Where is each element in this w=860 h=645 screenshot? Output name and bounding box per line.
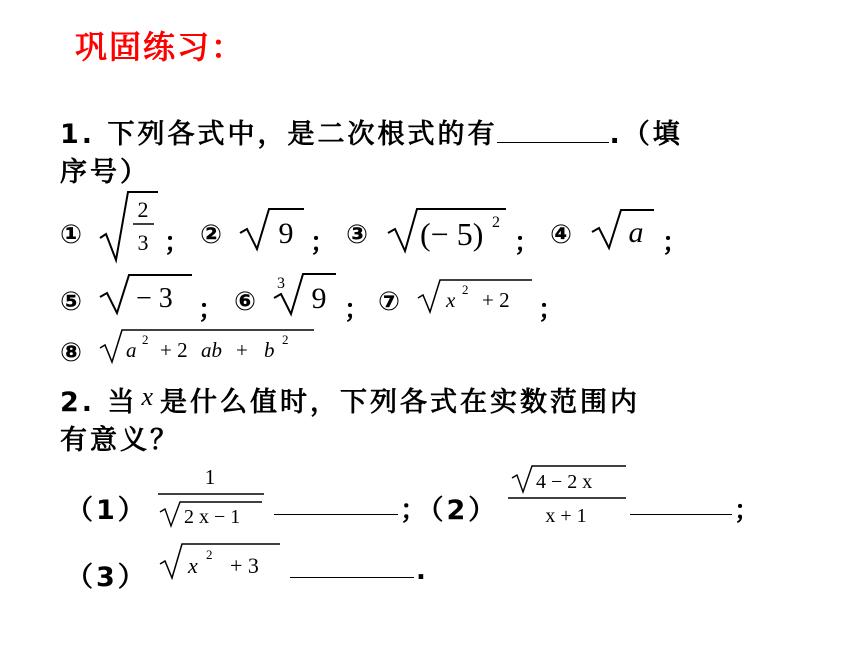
svg-text:3: 3 (277, 275, 285, 292)
marker-4: ④ (550, 220, 573, 250)
separator: ； (344, 295, 371, 325)
svg-text:2: 2 (282, 332, 289, 347)
svg-text:2 x − 1: 2 x − 1 (184, 506, 241, 528)
separator: ； (538, 295, 565, 325)
question-2-line-2: 有意义？ (60, 425, 180, 456)
svg-text:2: 2 (206, 547, 213, 562)
separator: ； (164, 228, 191, 258)
svg-text:9: 9 (311, 282, 327, 315)
part-3-label: （3） (66, 562, 148, 593)
svg-text:ab: ab (201, 338, 222, 362)
svg-text:x + 1: x + 1 (545, 505, 587, 527)
question-1-text: 1. 下列各式中，是二次根式的有 (60, 119, 498, 150)
svg-text:3: 3 (137, 230, 149, 255)
answer-blank-part-2[interactable] (630, 492, 732, 515)
svg-text:x: x (446, 288, 456, 312)
expr-cuberoot-9 (272, 268, 338, 318)
answer-blank-part-3[interactable] (290, 555, 414, 578)
marker-5: ⑤ (60, 287, 83, 317)
separator: ； (310, 228, 337, 258)
expr-sqrt-2-over-3 (98, 188, 160, 266)
svg-text:+ 2: + 2 (160, 338, 188, 362)
svg-text:a: a (628, 216, 644, 249)
marker-2: ② (200, 220, 223, 250)
part-2-label: ；（2） (400, 495, 499, 526)
separator: ； (198, 295, 225, 325)
svg-text:2: 2 (492, 214, 500, 231)
question-1-line-2: 序号） (60, 157, 150, 188)
expr-sqrt-neg5-squared (386, 205, 510, 255)
question-1-suffix: .（填 (609, 119, 683, 150)
expr-sqrt-a2-2ab-b2 (98, 326, 318, 366)
end-period: . (416, 556, 426, 586)
expr-sqrt-x2-plus-3 (158, 540, 284, 582)
separator: ； (734, 496, 761, 526)
svg-text:2: 2 (142, 332, 149, 347)
marker-1: ① (60, 220, 83, 250)
marker-3: ③ (346, 220, 369, 250)
svg-text:− 3: − 3 (136, 283, 173, 314)
answer-blank-1[interactable] (497, 142, 609, 143)
svg-text:+ 2: + 2 (482, 288, 510, 312)
svg-text:1: 1 (204, 465, 216, 489)
expr-sqrt-4-minus-2x-over-x-plus-1 (506, 462, 630, 530)
expr-sqrt-9 (238, 205, 306, 253)
svg-text:a: a (126, 338, 137, 362)
svg-text:2: 2 (462, 282, 469, 297)
expr-sqrt-a (590, 206, 656, 252)
part-1-label: （1） (66, 495, 148, 526)
svg-text:b: b (264, 338, 275, 362)
answer-blank-part-1[interactable] (274, 492, 398, 515)
marker-7: ⑦ (378, 287, 401, 317)
expr-sqrt-x2-plus-2 (416, 276, 534, 316)
variable-x: x (141, 382, 156, 411)
expr-sqrt-neg-3 (98, 271, 196, 317)
page-title: 巩固练习： (75, 28, 246, 66)
expr-1-over-sqrt-2x-minus-1 (150, 462, 268, 530)
marker-8: ⑧ (60, 338, 83, 368)
question-1-line-1 (60, 112, 683, 151)
question-2-line-1 (60, 380, 640, 419)
svg-text:+ 3: + 3 (230, 553, 259, 578)
separator: ； (514, 228, 541, 258)
svg-text:+: + (236, 338, 248, 362)
question-2-text: 是什么值时，下列各式在实数范围内 (160, 387, 640, 418)
svg-text:2: 2 (137, 197, 149, 222)
svg-text:(− 5): (− 5) (420, 216, 484, 252)
svg-text:4 − 2 x: 4 − 2 x (536, 471, 593, 493)
svg-text:x: x (188, 553, 198, 578)
marker-6: ⑥ (234, 287, 257, 317)
separator: ； (662, 228, 689, 258)
svg-text:9: 9 (278, 217, 294, 250)
question-2-prefix: 2. 当 (60, 387, 138, 418)
